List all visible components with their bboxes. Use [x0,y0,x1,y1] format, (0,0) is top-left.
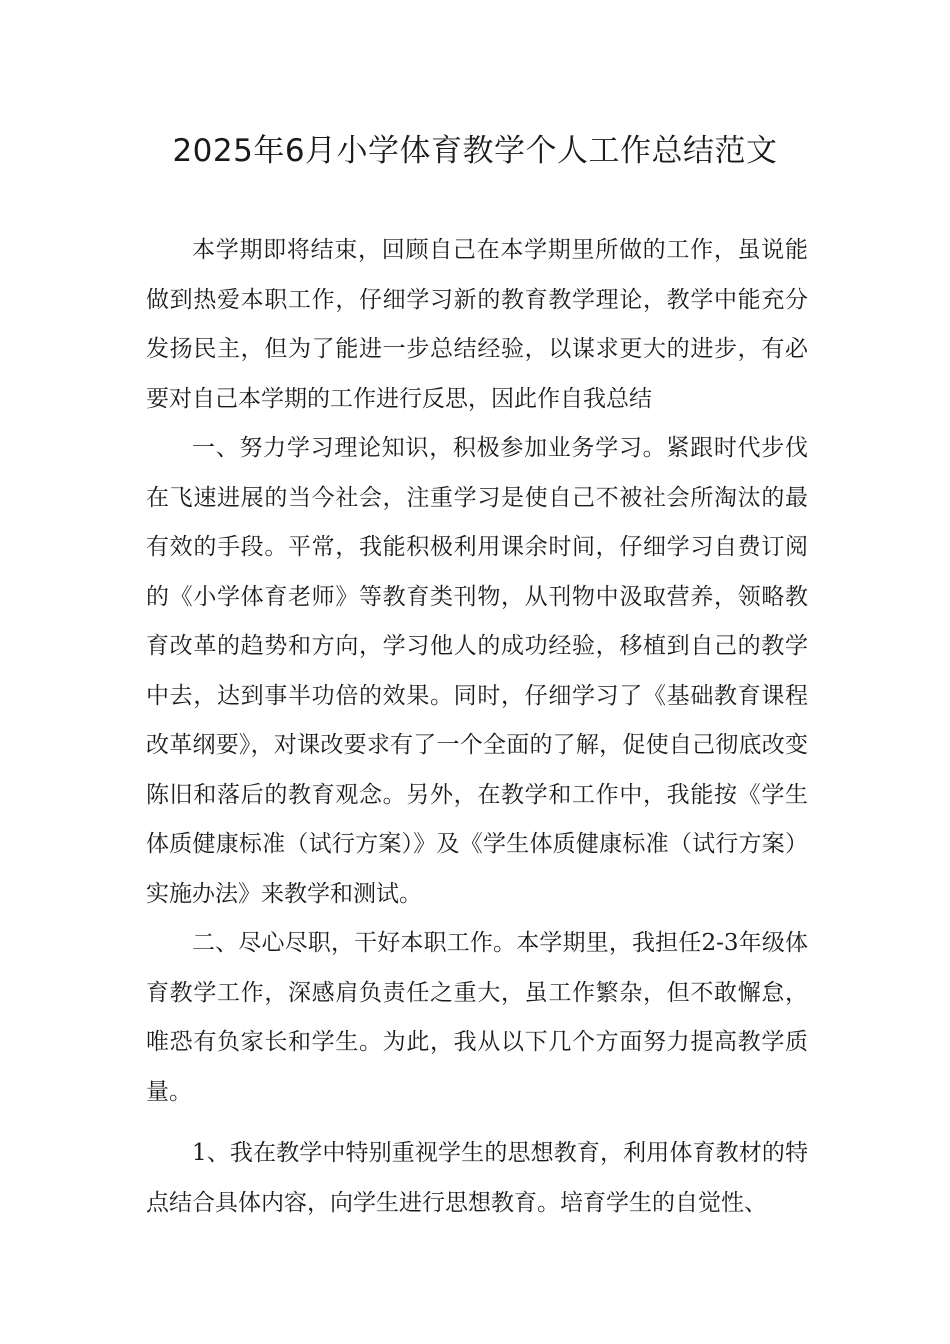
paragraph-item-one: 1、我在教学中特别重视学生的思想教育，利用体育教材的特点结合具体内容，向学生进行思想教育。培育学生的自觉性、 [146,1140,808,1216]
document-title: 2025年6月小学体育教学个人工作总结范文 [172,133,778,169]
paragraph-section-one: 一、努力学习理论知识，积极参加业务学习。紧跟时代步伐在飞速进展的当今社会，注重学习是使自己不被社会所淘汰的最有效的手段。平常，我能积极利用课余时间，仔细学习自费订阅的《小学体育老师》等教育类刊物，从刊物中汲取营养，领略教育改革的趋势和方向，学习他人的成功经验，移植到自己的教学中去，达到事半功倍的效果。同时，仔细学习了《基础教育课程改革纲要》，对课改要求有了一个全面的了解，促使自己彻底改变陈旧和落后的教育观念。另外，在教学和工作中，我能按《学生体质健康标准（试行方案）》及《学生体质健康标准（试行方案）实施办法》来教学和测试。 [146,435,808,907]
document-body [146,226,808,1228]
paragraph-intro: 本学期即将结束，回顾自己在本学期里所做的工作，虽说能做到热爱本职工作，仔细学习新的教育教学理论，教学中能充分发扬民主，但为了能进一步总结经验，以谋求更大的进步，有必要对自己本学期的工作进行反思，因此作自我总结 [146,237,808,412]
paragraph-section-two: 二、尽心尽职，干好本职工作。本学期里，我担任2-3年级体育教学工作，深感肩负责任之重大，虽工作繁杂，但不敢懈怠，唯恐有负家长和学生。为此，我从以下几个方面努力提高教学质量。 [146,930,808,1105]
